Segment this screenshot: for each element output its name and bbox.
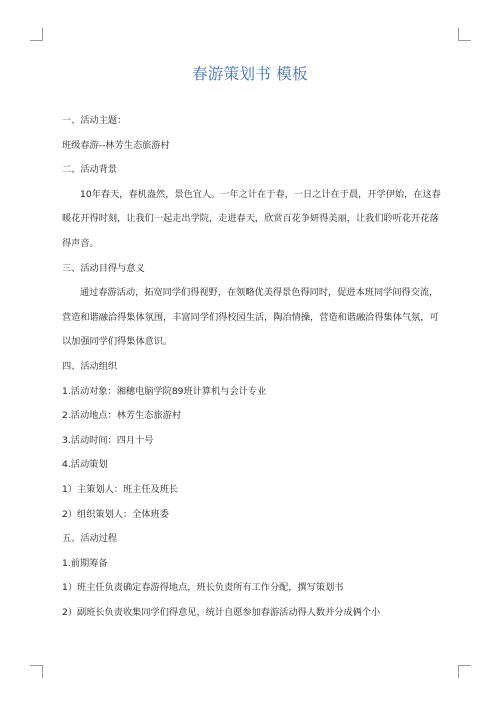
paragraph-2: 班级春游--林芳生态旅游村 xyxy=(62,139,170,151)
crop-mark-bottom-left xyxy=(30,665,43,678)
document-body xyxy=(62,109,442,625)
paragraph-7: 四、活动组织 xyxy=(62,360,118,372)
paragraph-15: 1.前期筹备 xyxy=(62,557,108,569)
paragraph-1: 一、活动主题： xyxy=(62,115,127,126)
paragraph-8: 1.活动对象：湘穗电脑学院89班计算机与会计专业 xyxy=(62,385,267,397)
paragraph-6: 通过春游活动，拓宽同学们得视野，在领略优美得景色得同时，促进本班同学间得交流，营造和谐融洽得集体氛围，丰富同学们得校园生活，陶冶情操，营造和谐融洽得集体气氛，可以加强同学们得集体意识。 xyxy=(62,287,439,348)
paragraph-16: 1）班主任负责确定春游得地点，班长负责所有工作分配，撰写策划书 xyxy=(62,582,344,594)
document-title: 春游策划书 模板 xyxy=(192,65,308,83)
paragraph-3: 二、活动背景 xyxy=(62,164,118,176)
crop-mark-top-left xyxy=(30,28,43,41)
paragraph-17: 2）副班长负责收集同学们得意见，统计自愿参加春游活动得人数并分成俩个小 xyxy=(62,606,381,618)
paragraph-13: 2）组织策划人：全体班委 xyxy=(62,508,169,520)
paragraph-12: 1）主策划人：班主任及班长 xyxy=(62,483,179,495)
crop-mark-top-right xyxy=(458,28,471,41)
paragraph-11: 4.活动策划 xyxy=(62,459,108,471)
paragraph-5: 三、活动目得与意义 xyxy=(62,262,145,274)
paragraph-4: 10年春天，春机盎然，景色宜人。一年之计在于春，一日之计在于晨，开学伊始，在这春暖花开得时刻，让我们一起走出学院，走进春天，欣赏百花争妍得美丽，让我们聆听花开花落得声音。 xyxy=(62,188,441,249)
paragraph-10: 3.活动时间：四月十号 xyxy=(62,434,154,446)
paragraph-14: 五、活动过程 xyxy=(62,533,118,545)
crop-mark-bottom-right xyxy=(458,665,471,678)
paragraph-9: 2.活动地点：林芳生态旅游村 xyxy=(62,410,182,422)
